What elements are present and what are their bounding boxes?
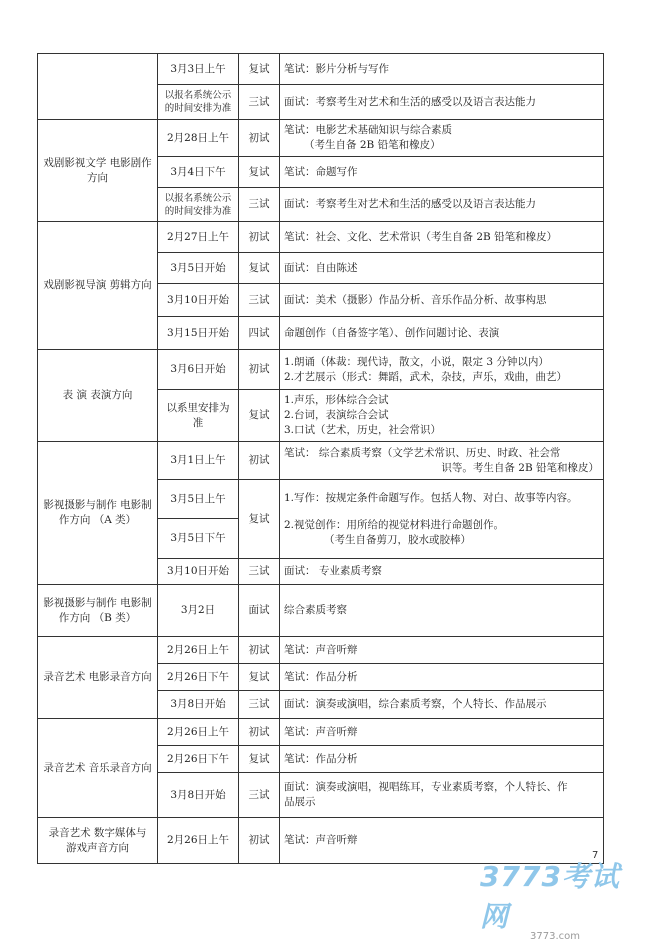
round-cell: 面试 <box>239 585 280 637</box>
time-cell: 3月6日开始 <box>158 350 239 390</box>
time-cell: 3月5日上午 <box>158 480 239 519</box>
time-cell: 3月5日开始 <box>158 253 239 284</box>
content-cell: 命题创作（自备签字笔）、创作问题讨论、表演 <box>280 317 604 350</box>
content-cell: 笔试：作品分析 <box>280 746 604 773</box>
content-cell: 综合素质考察 <box>280 585 604 637</box>
time-cell: 3月10日开始 <box>158 284 239 317</box>
table-row <box>38 350 604 390</box>
time-cell: 以系里安排为 准 <box>158 390 239 442</box>
round-cell: 三试 <box>239 559 280 585</box>
content-cell: 面试：演奏或演唱，视唱练耳，专业素质考察，个人特长、作 品展示 <box>280 773 604 818</box>
round-cell: 三试 <box>239 284 280 317</box>
content-cell: 笔试：电影艺术基础知识与综合素质 （考生自备 2B 铅笔和橡皮） <box>280 120 604 157</box>
time-cell: 3月2日 <box>158 585 239 637</box>
time-cell: 2月26日上午 <box>158 818 239 864</box>
time-cell: 2月26日下午 <box>158 664 239 691</box>
round-cell: 复试 <box>239 253 280 284</box>
time-cell: 3月5日下午 <box>158 519 239 559</box>
content-cell: 面试：演奏或演唱，综合素质考察，个人特长、作品展示 <box>280 691 604 719</box>
time-cell: 2月26日上午 <box>158 719 239 746</box>
round-cell: 复试 <box>239 664 280 691</box>
content-cell: 笔试：作品分析 <box>280 664 604 691</box>
time-cell: 2月27日上午 <box>158 222 239 253</box>
round-cell: 三试 <box>239 691 280 719</box>
time-cell: 3月15日开始 <box>158 317 239 350</box>
major-cell: 录音艺术 电影录音方向 <box>38 637 158 719</box>
round-cell: 初试 <box>239 120 280 157</box>
round-cell: 复试 <box>239 390 280 442</box>
content-cell: 面试：美术（摄影）作品分析、音乐作品分析、故事构思 <box>280 284 604 317</box>
major-cell: 录音艺术 音乐录音方向 <box>38 719 158 818</box>
round-cell: 初试 <box>239 350 280 390</box>
round-cell: 复试 <box>239 54 280 85</box>
major-cell: 戏剧影视导演 剪辑方向 <box>38 222 158 350</box>
round-cell: 初试 <box>239 818 280 864</box>
content-cell: 面试：自由陈述 <box>280 253 604 284</box>
content-cell: 笔试：命题写作 <box>280 157 604 188</box>
round-cell: 复试 <box>239 480 280 559</box>
time-cell: 2月26日下午 <box>158 746 239 773</box>
watermark-text: 3773考试网 <box>480 860 620 933</box>
watermark-url: 3773.com <box>530 931 580 942</box>
content-cell: 笔试：声音听辩 <box>280 818 604 864</box>
time-cell: 3月4日下午 <box>158 157 239 188</box>
content-cell: 1.声乐，形体综合会试 2.台词，表演综合会试 3.口试（艺术，历史，社会常识） <box>280 390 604 442</box>
major-cell: 影视摄影与制作 电影制作方向 （B 类） <box>38 585 158 637</box>
major-cell: 影视摄影与制作 电影制作方向 （A 类） <box>38 442 158 585</box>
table-row <box>38 585 604 637</box>
round-cell: 三试 <box>239 85 280 120</box>
table-row <box>38 120 604 157</box>
major-cell: 戏剧影视文学 电影剧作方向 <box>38 120 158 222</box>
round-cell: 初试 <box>239 222 280 253</box>
round-cell: 三试 <box>239 773 280 818</box>
round-cell: 复试 <box>239 157 280 188</box>
round-cell: 初试 <box>239 442 280 480</box>
major-cell: 表 演 表演方向 <box>38 350 158 442</box>
time-cell: 以报名系统公示的时间安排为准 <box>158 85 239 120</box>
time-cell: 3月3日上午 <box>158 54 239 85</box>
table-row <box>38 719 604 746</box>
time-cell: 3月1日上午 <box>158 442 239 480</box>
time-cell: 3月8日开始 <box>158 773 239 818</box>
content-cell: 面试：考察考生对艺术和生活的感受以及语言表达能力 <box>280 188 604 222</box>
content-cell: 笔试：社会、文化、艺术常识（考生自备 2B 铅笔和橡皮） <box>280 222 604 253</box>
table-row <box>38 54 604 85</box>
time-cell: 2月28日上午 <box>158 120 239 157</box>
content-cell: 1.朗诵（体裁：现代诗，散文，小说，限定 3 分钟以内） 2.才艺展示（形式：舞蹈，武术，杂技，声乐，戏曲，曲艺） <box>280 350 604 390</box>
round-cell: 初试 <box>239 637 280 664</box>
content-cell: 笔试：声音听辩 <box>280 637 604 664</box>
page-number: 7 <box>592 850 599 861</box>
round-cell: 初试 <box>239 719 280 746</box>
watermark-logo <box>480 855 640 942</box>
time-cell: 以报名系统公示的时间安排为准 <box>158 188 239 222</box>
major-cell <box>38 54 158 120</box>
table-row <box>38 222 604 253</box>
content-cell: 笔试： 综合素质考察（文学艺术常识、历史、时政、社会常 识等。考生自备 2B 铅笔和橡皮） <box>280 442 604 480</box>
content-cell: 笔试：声音听辩 <box>280 719 604 746</box>
round-cell: 四试 <box>239 317 280 350</box>
time-cell: 2月26日上午 <box>158 637 239 664</box>
time-cell: 3月8日开始 <box>158 691 239 719</box>
round-cell: 复试 <box>239 746 280 773</box>
table-row <box>38 442 604 480</box>
content-cell: 面试：考察考生对艺术和生活的感受以及语言表达能力 <box>280 85 604 120</box>
content-cell: 面试： 专业素质考察 <box>280 559 604 585</box>
content-cell: 1.写作：按规定条件命题写作。包括人物、对白、故事等内容。 2.视觉创作：用所给的视觉材料进行命题创作。 （考生自备剪刀，胶水或胶棒） <box>280 480 604 559</box>
content-cell: 笔试：影片分析与写作 <box>280 54 604 85</box>
time-cell: 3月10日开始 <box>158 559 239 585</box>
round-cell: 三试 <box>239 188 280 222</box>
table-row <box>38 637 604 664</box>
major-cell: 录音艺术 数字媒体与 游戏声音方向 <box>38 818 158 864</box>
exam-schedule-table <box>37 53 604 864</box>
